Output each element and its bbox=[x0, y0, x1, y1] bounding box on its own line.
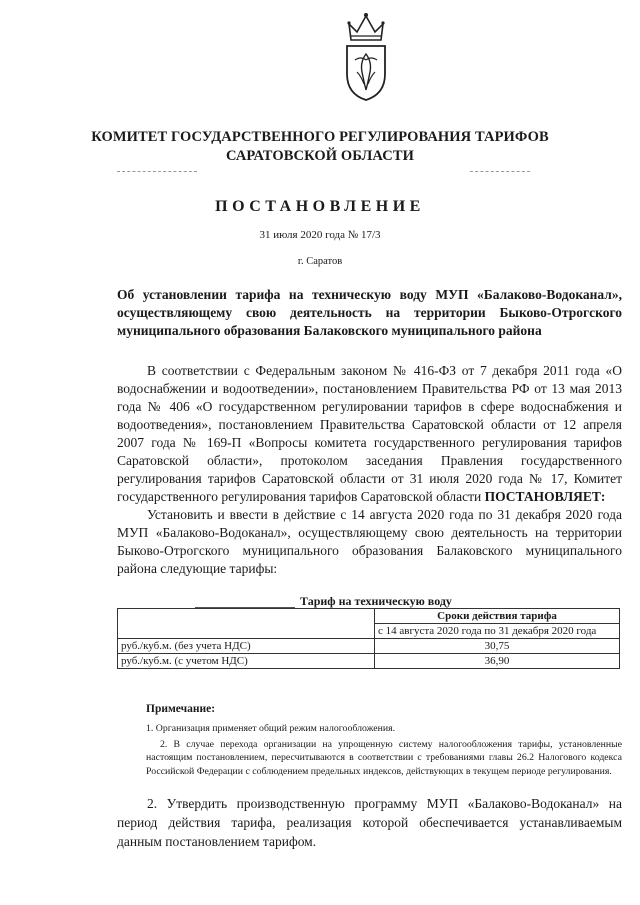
row-value: 36,90 bbox=[375, 654, 620, 669]
body-paragraph-1 bbox=[117, 362, 622, 506]
row-label: руб./куб.м. (с учетом НДС) bbox=[118, 654, 375, 669]
tariff-table bbox=[117, 608, 620, 669]
row-value: 30,75 bbox=[375, 639, 620, 654]
committee-name bbox=[90, 128, 550, 166]
document-subject: Об установлении тарифа на техническую воду МУП «Балаково-Водоканал», осуществляющему свою деятельность на территории Быково-Отрогского муниципального образования Балаковского муниципального района bbox=[117, 287, 622, 338]
period-cell: с 14 августа 2020 года по 31 декабря 2020 года bbox=[375, 624, 620, 639]
committee-line-1: КОМИТЕТ ГОСУДАРСТВЕННОГО РЕГУЛИРОВАНИЯ ТАРИФОВ bbox=[91, 129, 549, 145]
document-city: г. Саратов bbox=[297, 256, 343, 267]
header-divider-right bbox=[470, 171, 530, 172]
row-label: руб./куб.м. (без учета НДС) bbox=[118, 639, 375, 654]
table-row bbox=[118, 639, 620, 654]
notes-block bbox=[146, 722, 622, 780]
document-type: ПОСТАНОВЛЕНИЕ bbox=[215, 198, 425, 215]
note-1: 1. Организация применяет общий режим налогообложения. bbox=[146, 723, 396, 734]
period-header-cell: Сроки действия тарифа bbox=[375, 609, 620, 624]
body-paragraph-1-text: В соответствии с Федеральным законом № 416-ФЗ от 7 декабря 2011 года «О водоснабжении и водоотведении», постановлением Правительства РФ от 13 мая 2013 года № 406 «О государственном регулировании тарифов в сфере водоснабжения и водоотведения», постановлением Правительства Саратовской области от 12 апреля 2007 года № 169-П «Вопросы комитета государственного регулирования тарифов Саратовской области», протоколом заседания Правления государственного регулирования тарифов Саратовской области от 31 июля 2020 года № 17, Комитет государственного регулирования тарифов Саратовской области bbox=[117, 363, 622, 504]
item-2 bbox=[117, 794, 622, 851]
note-2: 2. В случае перехода организации на упрощенную систему налогообложения тарифы, установленные настоящим постановлением, пересчитываются в соответствии с требованиями главы 26.2 Налогового кодекса Российской Федерации с соблюдением предельных индексов, действующих в текущем периоде регулирования. bbox=[146, 738, 622, 777]
body-paragraph-2: Установить и ввести в действие с 14 августа 2020 года по 31 декабря 2020 года МУП «Балаково-Водоканал», осуществляющему свою деятельность на территории Быково-Отрогского муниципального образования Балаковского муниципального района следующие тарифы: bbox=[117, 507, 622, 576]
document-body bbox=[117, 362, 622, 578]
saratov-coat-of-arms-icon bbox=[341, 10, 391, 102]
notes-title: Примечание: bbox=[146, 703, 216, 715]
tariff-table-title: Тариф на техническую воду bbox=[300, 594, 452, 608]
table-header-row bbox=[118, 609, 620, 624]
item-2-text: 2. Утвердить производственную программу МУП «Балаково-Водоканал» на период действия тарифа, реализация которой обеспечивается устанавливаемым данным постановлением тарифом. bbox=[117, 796, 622, 849]
header-divider-left bbox=[117, 171, 197, 172]
document-date-number: 31 июля 2020 года № 17/3 bbox=[259, 229, 381, 241]
resolves-keyword: ПОСТАНОВЛЯЕТ: bbox=[484, 489, 606, 504]
table-row bbox=[118, 654, 620, 669]
committee-line-2: САРАТОВСКОЙ ОБЛАСТИ bbox=[225, 148, 415, 164]
table-header-empty-cell bbox=[118, 609, 375, 639]
